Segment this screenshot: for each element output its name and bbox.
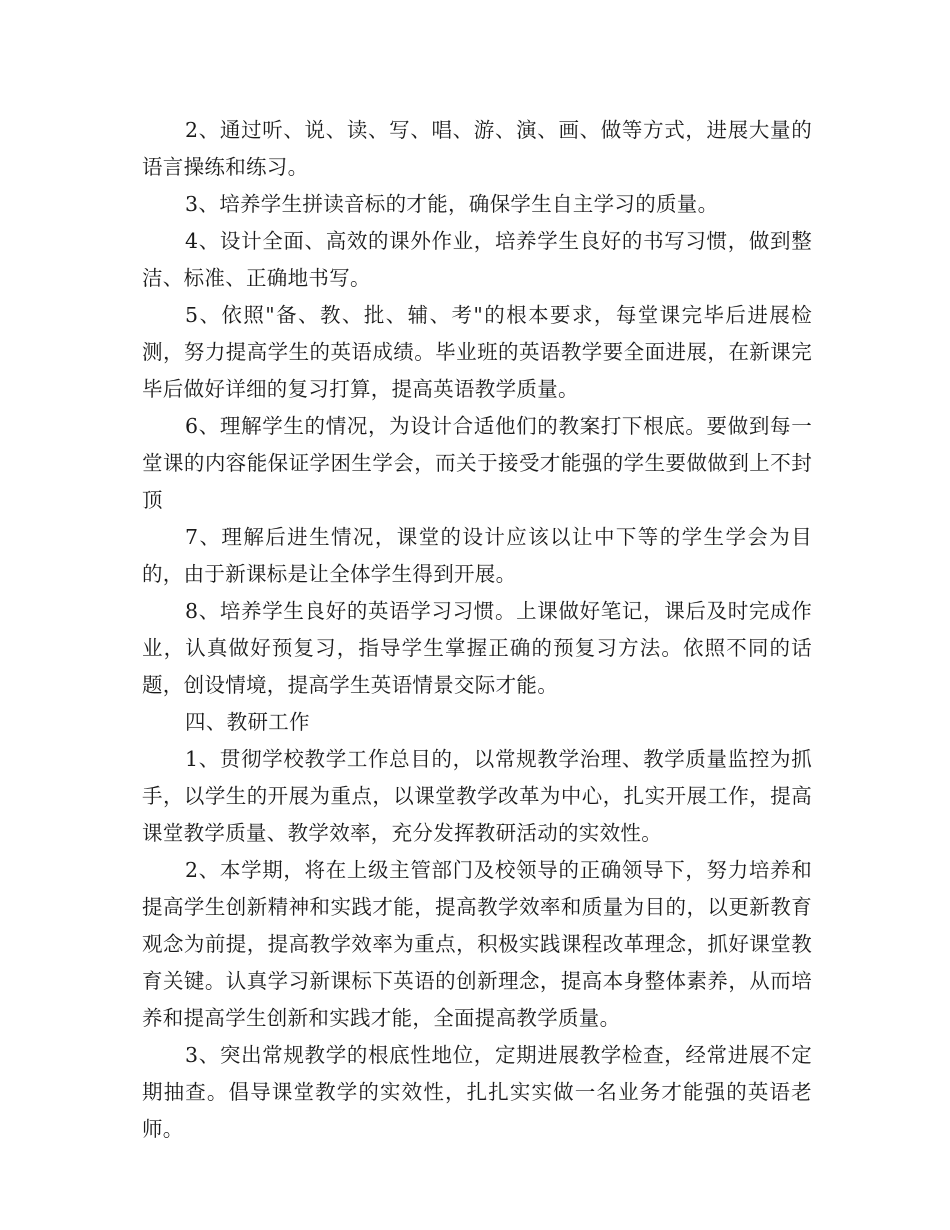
paragraph-item-8: 8、培养学生良好的英语学习习惯。上课做好笔记，课后及时完成作业，认真做好预复习，指导学生掌握正确的预复习方法。依照不同的话题，创设情境，提高学生英语情景交际才能。 bbox=[142, 599, 812, 697]
paragraph-item-5: 5、依照"备、教、批、辅、考"的根本要求，每堂课完毕后进展检测，努力提高学生的英语成绩。毕业班的英语教学要全面进展，在新课完毕后做好详细的复习打算，提高英语教学质量。 bbox=[142, 303, 812, 401]
paragraph-item-3: 3、培养学生拼读音标的才能，确保学生自主学习的质量。 bbox=[185, 192, 719, 216]
research-item-2: 2、本学期，将在上级主管部门及校领导的正确领导下，努力培养和提高学生创新精神和实践才能，提高教学效率和质量为目的，以更新教育观念为前提，提高教学效率为重点，积极实践课程改革理念，抓好课堂教育关键。认真学习新课标下英语的创新理念，提高本身整体素养，从而培养和提高学生创新和实践才能，全面提高教学质量。 bbox=[142, 858, 812, 1030]
document-body bbox=[142, 112, 812, 1148]
research-item-3: 3、突出常规教学的根底性地位，定期进展教学检查，经常进展不定期抽查。倡导课堂教学的实效性，扎扎实实做一名业务才能强的英语老师。 bbox=[142, 1043, 812, 1141]
paragraph-item-6: 6、理解学生的情况，为设计合适他们的教案打下根底。要做到每一堂课的内容能保证学困生学会，而关于接受才能强的学生要做做到上不封顶 bbox=[142, 414, 812, 512]
section-heading-teaching-research: 四、教研工作 bbox=[185, 710, 310, 734]
paragraph-item-4: 4、设计全面、高效的课外作业，培养学生良好的书写习惯，做到整洁、标准、正确地书写。 bbox=[142, 229, 812, 290]
research-item-1: 1、贯彻学校教学工作总目的，以常规教学治理、教学质量监控为抓手，以学生的开展为重点，以课堂教学改革为中心，扎实开展工作，提高课堂教学质量、教学效率，充分发挥教研活动的实效性。 bbox=[142, 747, 812, 845]
paragraph-item-7: 7、理解后进生情况，课堂的设计应该以让中下等的学生学会为目的，由于新课标是让全体学生得到开展。 bbox=[142, 525, 812, 586]
paragraph-item-2: 2、通过听、说、读、写、唱、游、演、画、做等方式，进展大量的语言操练和练习。 bbox=[142, 118, 812, 179]
